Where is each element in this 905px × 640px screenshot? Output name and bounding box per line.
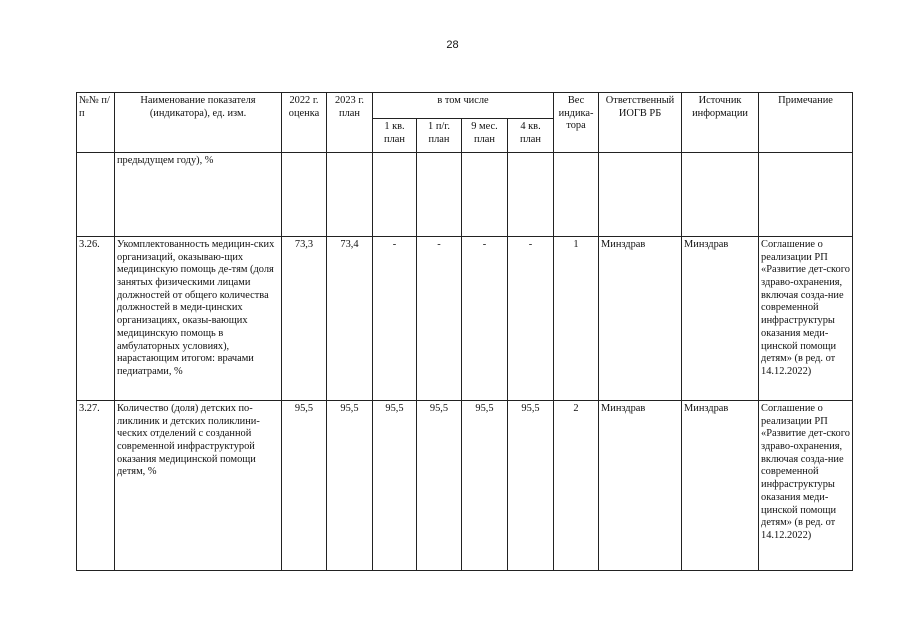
row-h1: - <box>417 237 462 401</box>
col-q1-header: 1 кв. план <box>373 119 417 153</box>
row-responsible: Минздрав <box>599 237 682 401</box>
table-row <box>77 153 853 237</box>
row-number <box>77 153 115 237</box>
row-weight <box>554 153 599 237</box>
row-source: Минздрав <box>682 237 759 401</box>
col-weight-header: Вес индика-тора <box>554 93 599 153</box>
col-2023-header: 2023 г. план <box>327 93 373 153</box>
col-name-header: Наименование показателя (индикатора), ед. изм. <box>115 93 282 153</box>
row-q1 <box>373 153 417 237</box>
page-number: 28 <box>446 39 459 51</box>
table-row <box>77 401 853 571</box>
row-responsible: Минздрав <box>599 401 682 571</box>
row-9m <box>462 153 508 237</box>
row-number: 3.27. <box>77 401 115 571</box>
row-9m: 95,5 <box>462 401 508 571</box>
row-source <box>682 153 759 237</box>
col-9m-header: 9 мес. план <box>462 119 508 153</box>
row-note <box>759 153 853 237</box>
row-2023: 73,4 <box>327 237 373 401</box>
table-header <box>77 93 853 153</box>
row-q4 <box>508 153 554 237</box>
col-note-header: Примечание <box>759 93 853 153</box>
row-9m: - <box>462 237 508 401</box>
indicators-table <box>76 92 853 571</box>
row-2022 <box>282 153 327 237</box>
row-note: Соглашение о реализации РП «Развитие дет-ского здраво-охранения, включая созда-ние современной инфраструктуры оказания меди-цинской помощи детям» (в ред. от 14.12.2022) <box>759 237 853 401</box>
row-weight: 1 <box>554 237 599 401</box>
row-source: Минздрав <box>682 401 759 571</box>
col-responsible-header: Ответственный ИОГВ РБ <box>599 93 682 153</box>
table-row <box>77 237 853 401</box>
col-number-header: №№ п/п <box>77 93 115 153</box>
row-h1 <box>417 153 462 237</box>
row-2022: 73,3 <box>282 237 327 401</box>
row-responsible <box>599 153 682 237</box>
row-q4: - <box>508 237 554 401</box>
row-name: Количество (доля) детских по-ликлиник и детских поликлини-ческих отделений с созданной современной инфраструктурой оказания медицинской помощи детям, % <box>115 401 282 571</box>
row-q1: - <box>373 237 417 401</box>
col-including-header: в том числе <box>373 93 554 119</box>
row-weight: 2 <box>554 401 599 571</box>
col-source-header: Источник информации <box>682 93 759 153</box>
row-q1: 95,5 <box>373 401 417 571</box>
row-name: предыдущем году), % <box>115 153 282 237</box>
row-2022: 95,5 <box>282 401 327 571</box>
row-number: 3.26. <box>77 237 115 401</box>
col-q4-header: 4 кв. план <box>508 119 554 153</box>
row-q4: 95,5 <box>508 401 554 571</box>
col-2022-header: 2022 г. оценка <box>282 93 327 153</box>
row-name: Укомплектованность медицин-ских организаций, оказываю-щих медицинскую помощь де-тям (доля занятых физическими лицами должностей от общего количества должностей в меди-цинских организациях, оказы-вающих медицинскую помощь в амбулаторных условиях), нарастающим итогом: врачами педиатрами, % <box>115 237 282 401</box>
row-2023: 95,5 <box>327 401 373 571</box>
row-note: Соглашение о реализации РП «Развитие дет-ского здраво-охранения, включая созда-ние современной инфраструктуры оказания меди-цинской помощи детям» (в ред. от 14.12.2022) <box>759 401 853 571</box>
row-2023 <box>327 153 373 237</box>
col-h1-header: 1 п/г. план <box>417 119 462 153</box>
row-h1: 95,5 <box>417 401 462 571</box>
